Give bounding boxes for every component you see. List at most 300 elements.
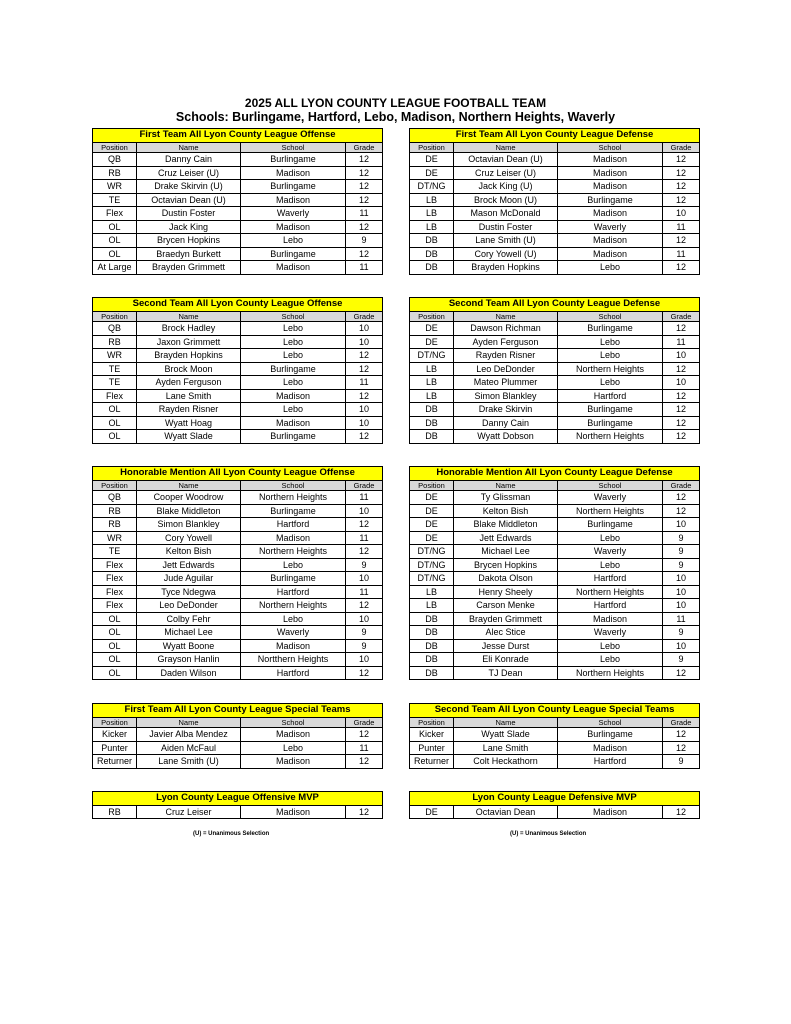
position-cell: Flex (93, 389, 137, 403)
school-cell: Lebo (241, 349, 346, 363)
name-cell: Jett Edwards (137, 558, 241, 572)
position-cell: OL (93, 416, 137, 430)
school-cell: Madison (241, 416, 346, 430)
position-cell: OL (93, 403, 137, 417)
school-cell: Lebo (241, 234, 346, 248)
name-cell: Wyatt Dobson (454, 430, 558, 444)
name-cell: Daden Wilson (137, 666, 241, 680)
name-cell: Jett Edwards (454, 531, 558, 545)
grade-cell: 11 (346, 261, 383, 275)
grade-cell: 12 (346, 728, 383, 742)
grade-cell: 12 (663, 153, 700, 167)
position-cell: LB (410, 585, 454, 599)
name-cell: Braedyn Burkett (137, 247, 241, 261)
position-cell: RB (93, 504, 137, 518)
name-cell: Cory Yowell (137, 531, 241, 545)
grade-cell: 10 (346, 416, 383, 430)
grade-cell: 12 (663, 166, 700, 180)
table-row (410, 504, 700, 518)
name-cell: Tyce Ndegwa (137, 585, 241, 599)
school-cell: Madison (558, 612, 663, 626)
name-cell: Lane Smith (U) (454, 234, 558, 248)
school-cell: Hartford (241, 518, 346, 532)
column-header: Position (410, 142, 454, 153)
grade-cell: 12 (663, 322, 700, 336)
grade-cell: 9 (663, 558, 700, 572)
table-row (410, 728, 700, 742)
grade-cell: 12 (346, 180, 383, 194)
name-cell: Drake Skirvin (454, 403, 558, 417)
table-row (93, 612, 383, 626)
name-cell: Brycen Hopkins (137, 234, 241, 248)
name-cell: Brock Hadley (137, 322, 241, 336)
school-cell: Northern Heights (558, 504, 663, 518)
column-header: Position (410, 311, 454, 322)
position-cell: OL (93, 626, 137, 640)
column-header-row (410, 142, 700, 153)
table-row (410, 362, 700, 376)
grade-cell: 11 (663, 220, 700, 234)
table-row (410, 322, 700, 336)
school-cell: Lebo (241, 741, 346, 755)
table-row (93, 599, 383, 613)
name-cell: Brayden Hopkins (454, 261, 558, 275)
grade-cell: 11 (346, 531, 383, 545)
column-header: Name (454, 311, 558, 322)
school-cell: Madison (241, 166, 346, 180)
name-cell: Colt Heckathorn (454, 755, 558, 769)
school-cell: Burlingame (241, 504, 346, 518)
defensive-mvp-table (409, 791, 700, 819)
column-header: Position (93, 311, 137, 322)
position-cell: Kicker (410, 728, 454, 742)
table-row (93, 518, 383, 532)
column-header: School (558, 717, 663, 728)
column-header-row (93, 717, 383, 728)
honorable-mention-offense-table (92, 466, 383, 680)
table-row (93, 403, 383, 417)
school-cell: Waverly (558, 491, 663, 505)
table-heading: First Team All Lyon County League Offense (93, 129, 383, 143)
position-cell: DB (410, 430, 454, 444)
position-cell: Punter (93, 741, 137, 755)
grade-cell: 12 (346, 599, 383, 613)
column-header: School (241, 480, 346, 491)
table-row (410, 220, 700, 234)
name-cell: Octavian Dean (U) (454, 153, 558, 167)
table-heading: Lyon County League Offensive MVP (93, 792, 383, 806)
name-cell: Cruz Leiser (137, 805, 241, 819)
position-cell: Returner (93, 755, 137, 769)
column-header: School (558, 480, 663, 491)
grade-cell: 12 (346, 220, 383, 234)
school-cell: Madison (558, 741, 663, 755)
position-cell: QB (93, 153, 137, 167)
table-row (93, 653, 383, 667)
position-cell: DB (410, 261, 454, 275)
first-team-special-teams-table (92, 703, 383, 769)
school-cell: Hartford (241, 585, 346, 599)
name-cell: Rayden Risner (137, 403, 241, 417)
column-header: Position (93, 717, 137, 728)
table-row (93, 349, 383, 363)
table-row (410, 545, 700, 559)
position-cell: OL (93, 653, 137, 667)
grade-cell: 12 (346, 193, 383, 207)
position-cell: WR (93, 180, 137, 194)
table-row (93, 545, 383, 559)
honorable-mention-defense-table (409, 466, 700, 680)
grade-cell: 12 (663, 234, 700, 248)
position-cell: DE (410, 518, 454, 532)
school-cell: Lebo (241, 403, 346, 417)
grade-cell: 10 (346, 504, 383, 518)
name-cell: Lane Smith (U) (137, 755, 241, 769)
column-header: Grade (346, 142, 383, 153)
first-team-defense-table (409, 128, 700, 275)
name-cell: Blake Middleton (454, 518, 558, 532)
school-cell: Lebo (558, 558, 663, 572)
grade-cell: 11 (663, 247, 700, 261)
school-cell: Burlingame (241, 247, 346, 261)
grade-cell: 11 (346, 491, 383, 505)
school-cell: Lebo (241, 376, 346, 390)
name-cell: Cooper Woodrow (137, 491, 241, 505)
second-team-special-teams-table (409, 703, 700, 769)
table-row (410, 261, 700, 275)
grade-cell: 10 (663, 639, 700, 653)
grade-cell: 11 (663, 335, 700, 349)
school-cell: Hartford (558, 599, 663, 613)
position-cell: DT/NG (410, 558, 454, 572)
table-row (410, 207, 700, 221)
school-cell: Madison (241, 755, 346, 769)
position-cell: DE (410, 322, 454, 336)
position-cell: Punter (410, 741, 454, 755)
column-header: Name (454, 142, 558, 153)
table-row (93, 180, 383, 194)
name-cell: Mason McDonald (454, 207, 558, 221)
school-cell: Burlingame (241, 572, 346, 586)
name-cell: Jack King (137, 220, 241, 234)
grade-cell: 12 (346, 805, 383, 819)
name-cell: Jack King (U) (454, 180, 558, 194)
position-cell: DE (410, 504, 454, 518)
position-cell: DE (410, 805, 454, 819)
table-row (410, 180, 700, 194)
grade-cell: 12 (346, 755, 383, 769)
school-cell: Burlingame (241, 430, 346, 444)
name-cell: Danny Cain (454, 416, 558, 430)
school-cell: Waverly (558, 220, 663, 234)
grade-cell: 10 (663, 518, 700, 532)
table-row (93, 531, 383, 545)
name-cell: Grayson Hanlin (137, 653, 241, 667)
school-cell: Northern Heights (558, 666, 663, 680)
name-cell: Jude Aguilar (137, 572, 241, 586)
table-row (93, 207, 383, 221)
grade-cell: 12 (346, 545, 383, 559)
grade-cell: 9 (346, 558, 383, 572)
table-row (93, 322, 383, 336)
grade-cell: 12 (346, 362, 383, 376)
school-cell: Madison (241, 220, 346, 234)
school-cell: Northern Heights (241, 599, 346, 613)
column-header-row (410, 311, 700, 322)
position-cell: DE (410, 153, 454, 167)
position-cell: OL (93, 430, 137, 444)
table-row (93, 261, 383, 275)
name-cell: Rayden Risner (454, 349, 558, 363)
column-header-row (93, 480, 383, 491)
grade-cell: 12 (663, 741, 700, 755)
position-cell: DB (410, 234, 454, 248)
school-cell: Burlingame (241, 153, 346, 167)
position-cell: QB (93, 491, 137, 505)
table-row (410, 531, 700, 545)
page-title: 2025 ALL LYON COUNTY LEAGUE FOOTBALL TEAM (244, 96, 547, 110)
grade-cell: 11 (346, 585, 383, 599)
table-row (410, 389, 700, 403)
school-cell: Madison (558, 234, 663, 248)
name-cell: Brycen Hopkins (454, 558, 558, 572)
column-header-row (410, 480, 700, 491)
name-cell: Drake Skirvin (U) (137, 180, 241, 194)
name-cell: Lane Smith (137, 389, 241, 403)
table-row (93, 416, 383, 430)
name-cell: Blake Middleton (137, 504, 241, 518)
table-row (410, 234, 700, 248)
table-row (93, 362, 383, 376)
school-cell: Madison (241, 389, 346, 403)
grade-cell: 12 (663, 193, 700, 207)
grade-cell: 12 (346, 430, 383, 444)
table-row (93, 234, 383, 248)
position-cell: Kicker (93, 728, 137, 742)
school-cell: Waverly (558, 545, 663, 559)
school-cell: Waverly (241, 207, 346, 221)
grade-cell: 10 (663, 349, 700, 363)
position-cell: OL (93, 639, 137, 653)
position-cell: DT/NG (410, 545, 454, 559)
position-cell: DB (410, 653, 454, 667)
name-cell: Octavian Dean (454, 805, 558, 819)
position-cell: RB (93, 805, 137, 819)
grade-cell: 12 (663, 362, 700, 376)
position-cell: LB (410, 376, 454, 390)
table-heading: Second Team All Lyon County League Defense (410, 298, 700, 312)
school-cell: Madison (558, 207, 663, 221)
school-cell: Burlingame (241, 180, 346, 194)
name-cell: Eli Konrade (454, 653, 558, 667)
position-cell: DB (410, 666, 454, 680)
position-cell: DE (410, 491, 454, 505)
school-cell: Lebo (558, 376, 663, 390)
school-cell: Northern Heights (558, 430, 663, 444)
school-cell: Waverly (558, 626, 663, 640)
name-cell: Wyatt Hoag (137, 416, 241, 430)
position-cell: DT/NG (410, 349, 454, 363)
column-header: Grade (663, 311, 700, 322)
name-cell: Ayden Ferguson (137, 376, 241, 390)
school-cell: Madison (241, 805, 346, 819)
school-cell: Madison (558, 180, 663, 194)
grade-cell: 10 (346, 653, 383, 667)
grade-cell: 12 (663, 491, 700, 505)
name-cell: Alec Stice (454, 626, 558, 640)
name-cell: Cruz Leiser (U) (454, 166, 558, 180)
position-cell: LB (410, 220, 454, 234)
grade-cell: 9 (663, 653, 700, 667)
table-row (93, 504, 383, 518)
grade-cell: 10 (663, 572, 700, 586)
table-row (93, 220, 383, 234)
table-row (410, 430, 700, 444)
school-cell: Lebo (558, 531, 663, 545)
table-row (93, 153, 383, 167)
grade-cell: 12 (663, 430, 700, 444)
column-header: Grade (346, 311, 383, 322)
position-cell: Flex (93, 572, 137, 586)
table-row (410, 639, 700, 653)
table-row (93, 491, 383, 505)
grade-cell: 9 (346, 626, 383, 640)
footnote-left: (U) = Unanimous Selection (193, 831, 270, 837)
school-cell: Burlingame (558, 728, 663, 742)
position-cell: LB (410, 207, 454, 221)
school-cell: Hartford (558, 755, 663, 769)
grade-cell: 12 (663, 504, 700, 518)
table-row (93, 585, 383, 599)
school-cell: Northern Heights (558, 585, 663, 599)
school-cell: Lebo (558, 349, 663, 363)
school-cell: Lebo (241, 322, 346, 336)
table-row (410, 518, 700, 532)
school-cell: Madison (558, 247, 663, 261)
table-row (410, 349, 700, 363)
school-cell: Northern Heights (558, 362, 663, 376)
table-row (93, 376, 383, 390)
position-cell: DB (410, 247, 454, 261)
table-row (93, 430, 383, 444)
table-row (93, 728, 383, 742)
table-row (410, 403, 700, 417)
table-row (93, 805, 383, 819)
table-row (93, 335, 383, 349)
school-cell: Lebo (241, 558, 346, 572)
grade-cell: 12 (663, 805, 700, 819)
grade-cell: 12 (346, 166, 383, 180)
position-cell: DT/NG (410, 180, 454, 194)
name-cell: Octavian Dean (U) (137, 193, 241, 207)
table-row (410, 376, 700, 390)
column-header: Name (137, 311, 241, 322)
position-cell: TE (93, 545, 137, 559)
table-heading: First Team All Lyon County League Defense (410, 129, 700, 143)
column-header: School (241, 142, 346, 153)
grade-cell: 9 (663, 755, 700, 769)
table-row (93, 247, 383, 261)
name-cell: Dustin Foster (137, 207, 241, 221)
grade-cell: 11 (346, 741, 383, 755)
table-row (410, 585, 700, 599)
position-cell: QB (93, 322, 137, 336)
school-cell: Lebo (241, 335, 346, 349)
grade-cell: 11 (346, 376, 383, 390)
position-cell: OL (93, 666, 137, 680)
name-cell: Michael Lee (137, 626, 241, 640)
grade-cell: 12 (663, 666, 700, 680)
school-cell: Burlingame (558, 322, 663, 336)
school-cell: Hartford (558, 389, 663, 403)
grade-cell: 12 (346, 389, 383, 403)
position-cell: DE (410, 531, 454, 545)
table-row (410, 558, 700, 572)
table-row (410, 247, 700, 261)
school-cell: Madison (241, 261, 346, 275)
school-cell: Hartford (558, 572, 663, 586)
table-row (410, 153, 700, 167)
table-row (410, 741, 700, 755)
grade-cell: 9 (663, 531, 700, 545)
position-cell: DE (410, 166, 454, 180)
grade-cell: 12 (346, 349, 383, 363)
grade-cell: 10 (346, 572, 383, 586)
name-cell: Colby Fehr (137, 612, 241, 626)
position-cell: TE (93, 376, 137, 390)
footnote-right: (U) = Unanimous Selection (510, 831, 587, 837)
school-cell: Lebo (558, 639, 663, 653)
table-row (410, 416, 700, 430)
grade-cell: 12 (663, 180, 700, 194)
position-cell: OL (93, 234, 137, 248)
grade-cell: 12 (663, 728, 700, 742)
position-cell: DB (410, 416, 454, 430)
table-row (410, 193, 700, 207)
position-cell: LB (410, 599, 454, 613)
school-cell: Lebo (558, 261, 663, 275)
table-heading: Honorable Mention All Lyon County League Defense (410, 467, 700, 481)
grade-cell: 9 (346, 639, 383, 653)
column-header-row (410, 717, 700, 728)
column-header: Name (137, 142, 241, 153)
school-cell: Northern Heights (241, 491, 346, 505)
name-cell: Henry Sheely (454, 585, 558, 599)
table-heading: Lyon County League Defensive MVP (410, 792, 700, 806)
school-cell: Northern Heights (241, 545, 346, 559)
name-cell: Jaxon Grimmett (137, 335, 241, 349)
table-row (410, 666, 700, 680)
name-cell: Cory Yowell (U) (454, 247, 558, 261)
school-cell: Madison (241, 193, 346, 207)
grade-cell: 12 (663, 403, 700, 417)
position-cell: OL (93, 612, 137, 626)
grade-cell: 10 (663, 599, 700, 613)
table-heading: Honorable Mention All Lyon County League Offense (93, 467, 383, 481)
column-header-row (93, 311, 383, 322)
table-row (410, 612, 700, 626)
position-cell: LB (410, 193, 454, 207)
table-row (410, 653, 700, 667)
name-cell: Simon Blankley (454, 389, 558, 403)
column-header: Position (410, 717, 454, 728)
school-cell: Burlingame (241, 362, 346, 376)
grade-cell: 12 (663, 416, 700, 430)
position-cell: DB (410, 612, 454, 626)
grade-cell: 11 (663, 612, 700, 626)
name-cell: Wyatt Boone (137, 639, 241, 653)
table-row (410, 335, 700, 349)
